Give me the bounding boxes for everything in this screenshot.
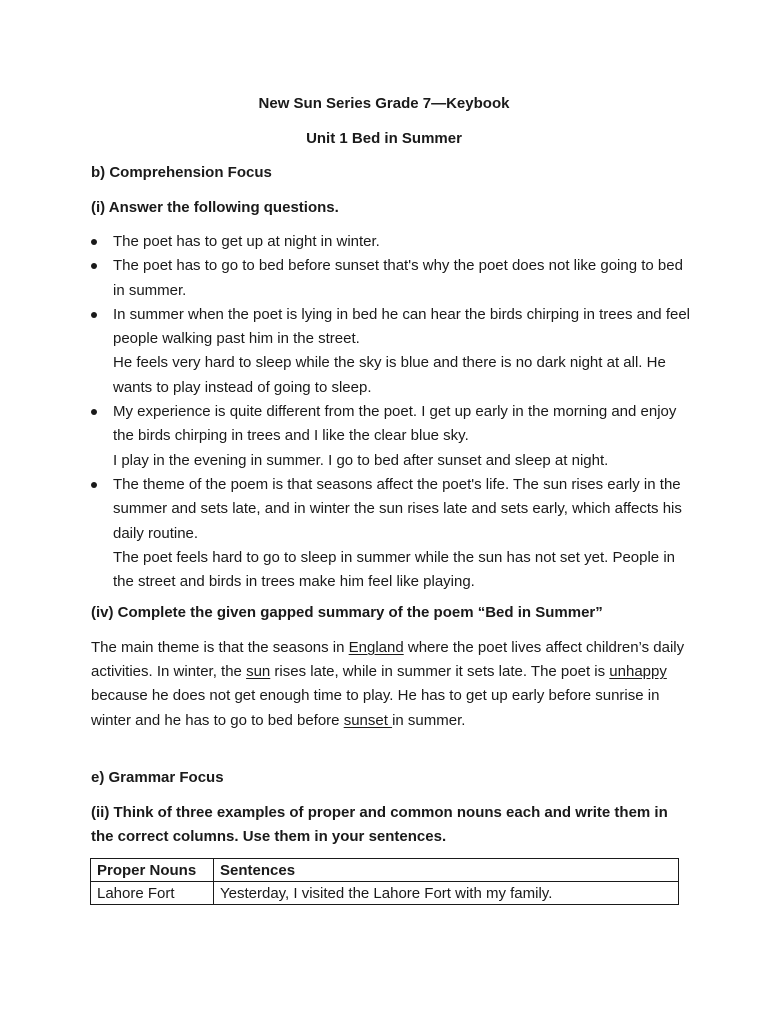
nouns-table — [90, 858, 679, 905]
summary-heading: (iv) Complete the given gapped summary of the poem “Bed in Summer” — [91, 604, 603, 621]
bullet-icon — [91, 263, 97, 269]
summary-gap-answer: unhappy — [609, 663, 667, 681]
document-title: New Sun Series Grade 7—Keybook — [258, 95, 510, 112]
table-cell: Lahore Fort — [91, 882, 214, 905]
summary-text: because he does not get enough time to play. He has to get up early before sunrise in winter and he has to go to bed before — [91, 687, 660, 729]
list-item — [91, 230, 691, 254]
bullet-icon — [91, 312, 97, 318]
summary-gap-answer: sun — [246, 663, 271, 681]
comprehension-heading: b) Comprehension Focus — [91, 164, 272, 181]
answer-paragraph: In summer when the poet is lying in bed he can hear the birds chirping in trees and feel people walking past him in the street. — [113, 305, 691, 348]
answer-paragraph: The poet has to go to bed before sunset that's why the poet does not like going to bed in summer. — [113, 257, 683, 299]
summary-gap-answer: England — [348, 639, 404, 656]
unit-title: Unit 1 Bed in Summer — [306, 130, 462, 147]
answer-paragraph: He feels very hard to sleep while the sky is blue and there is no dark night at all. He wants to play instead of going to sleep. — [113, 354, 666, 396]
grammar-heading: e) Grammar Focus — [91, 769, 224, 786]
list-item — [91, 254, 691, 303]
answer-paragraph: The theme of the poem is that seasons affect the poet's life. The sun rises early in the summer and sets late, and in winter the sun rises late and sets early, which affects his daily routine. — [113, 475, 682, 542]
answers-list — [91, 230, 691, 594]
summary-text: where the poet lives affect children’s daily activities. In winter, the — [91, 639, 685, 681]
summary-text: rises late, while in summer it sets late. The poet is — [270, 663, 610, 681]
list-item — [91, 400, 691, 473]
answer-paragraph: The poet has to get up at night in winter. — [113, 233, 380, 250]
table-header-row — [91, 859, 679, 882]
nouns-instruction: (ii) Think of three examples of proper and common nouns each and write them in the correct columns. Use them in your sentences. — [91, 804, 668, 845]
column-header: Sentences — [214, 859, 679, 882]
table-row — [91, 882, 679, 905]
bullet-icon — [91, 482, 97, 488]
answer-paragraph: The poet feels hard to go to sleep in summer while the sun has not set yet. People in the street and birds in trees make him feel like playing. — [113, 548, 675, 591]
summary-text: The main theme is that the seasons in — [91, 639, 349, 656]
gapped-summary — [91, 636, 691, 733]
answer-paragraph: I play in the evening in summer. I go to bed after sunset and sleep at night. — [113, 451, 609, 469]
bullet-icon — [91, 409, 97, 415]
list-item — [91, 303, 691, 400]
answer-paragraph: My experience is quite different from the poet. I get up early in the morning and enjoy the birds chirping in trees and I like the clear blue sky. — [113, 403, 677, 445]
list-item — [91, 473, 691, 594]
column-header: Proper Nouns — [91, 859, 214, 882]
bullet-icon — [91, 239, 97, 245]
summary-gap-answer: sunset — [343, 711, 393, 729]
summary-text: in summer. — [392, 711, 466, 729]
questions-heading: (i) Answer the following questions. — [91, 199, 339, 216]
table-cell: Yesterday, I visited the Lahore Fort with my family. — [214, 882, 679, 905]
